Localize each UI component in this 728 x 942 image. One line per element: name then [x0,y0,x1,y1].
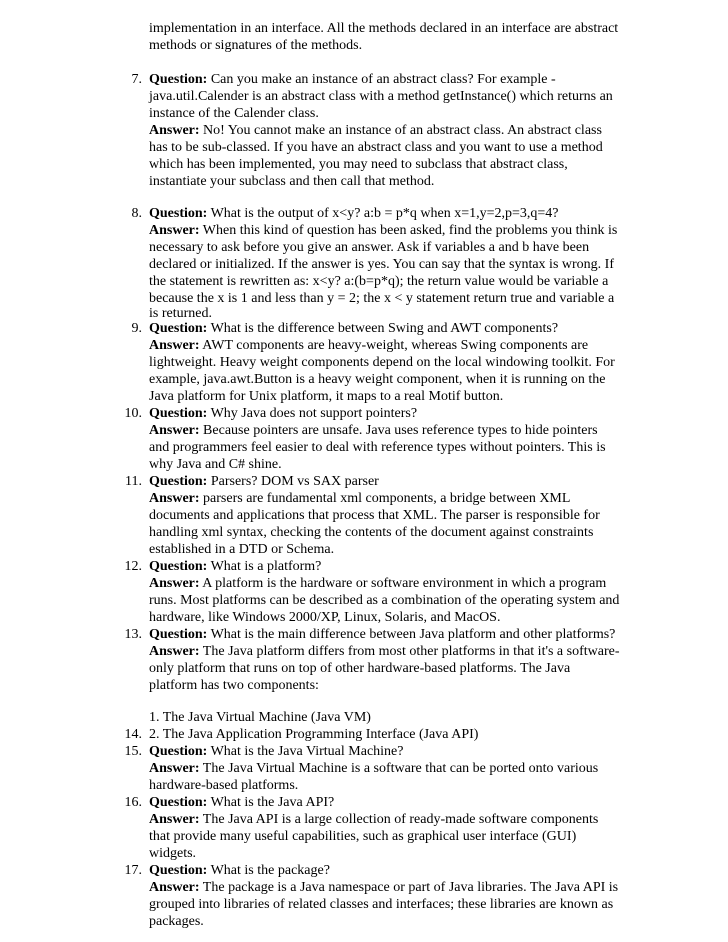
item-number: 12. [124,559,142,574]
answer-line: established in a DTD or Schema. [149,542,335,557]
answer-line [149,422,598,439]
item-number: 8. [131,206,142,221]
question-label: Question: [149,474,208,489]
item-number: 16. [124,795,142,810]
question-line [149,862,330,879]
question-text: Parsers? DOM vs SAX parser [210,474,379,489]
item-number: 9. [131,321,142,336]
answer-line: instantiate your subclass and then call that method. [149,174,435,189]
answer-label: Answer: [149,123,200,138]
answer-line: necessary to ask before you give an answer. Ask if variables a and b have been [149,240,590,255]
question-label: Question: [149,795,208,810]
answer-label: Answer: [149,576,200,591]
question-text: Can you make an instance of an abstract class? For example - [210,72,556,87]
item-number: 14. [124,727,142,742]
question-label: Question: [149,627,208,642]
question-line [149,794,334,811]
question-line [149,473,379,490]
answer-line [149,122,602,139]
question-line: instance of the Calender class. [149,106,319,121]
question-label: Question: [149,72,208,87]
answer-label: Answer: [149,491,200,506]
question-line [149,71,556,88]
question-label: Question: [149,744,208,759]
answer-label: Answer: [149,880,200,895]
answer-text: When this kind of question has been asked, find the problems you think is [202,223,618,238]
answer-text: The Java API is a large collection of ready-made software components [202,812,599,827]
answer-line: runs. Most platforms can be described as a combination of the operating system and [149,593,620,608]
item-number: 7. [131,72,142,87]
answer-line [149,643,620,660]
item-number: 10. [124,406,142,421]
answer-line: which has been implemented, you may need to subclass that abstract class, [149,157,568,172]
question-label: Question: [149,206,208,221]
question-text: What is the difference between Swing and AWT components? [210,321,559,336]
answer-text: The Java Virtual Machine is a software that can be ported onto various [202,761,599,776]
answer-line [149,760,598,777]
question-line [149,405,417,422]
answer-text: A platform is the hardware or software environment in which a program [202,576,607,591]
intro-line: methods or signatures of the methods. [149,38,363,53]
question-line [149,558,321,575]
answer-line: the statement is rewritten as: x<y? a:(b=p*q); the return value would be variable a [149,274,609,289]
question-line [149,626,615,643]
answer-line: hardware, like Windows 2000/XP, Linux, Solaris, and MacOS. [149,610,501,625]
question-text: What is the package? [210,863,330,878]
answer-line: documents and applications that process that XML. The parser is responsible for [149,508,600,523]
intro-line: implementation in an interface. All the methods declared in an interface are abstract [149,21,619,36]
answer-line: widgets. [149,846,197,861]
answer-text: No! You cannot make an instance of an abstract class. An abstract class [203,123,602,138]
question-text: What is the main difference between Java platform and other platforms? [210,627,616,642]
answer-label: Answer: [149,812,200,827]
question-text: What is the Java Virtual Machine? [210,744,404,759]
sublist-item: 1. The Java Virtual Machine (Java VM) [149,710,371,725]
answer-line [149,337,588,354]
answer-line: packages. [149,914,204,929]
answer-line: is returned. [149,306,212,321]
answer-line: and programmers feel easier to deal with reference types without pointers. This is [149,440,606,455]
question-text: What is a platform? [210,559,322,574]
question-line [149,743,403,760]
answer-line: why Java and C# shine. [149,457,282,472]
answer-line: example, java.awt.Button is a heavy weight component, when it is running on the [149,372,606,387]
answer-label: Answer: [149,423,200,438]
answer-label: Answer: [149,338,200,353]
question-label: Question: [149,863,208,878]
question-text: Why Java does not support pointers? [210,406,418,421]
question-label: Question: [149,321,208,336]
answer-line [149,811,598,828]
item-number: 11. [125,474,142,489]
answer-line: Java platform for Unix platform, it maps to a real Motif button. [149,389,504,404]
answer-line: declared or initialized. If the answer is yes. You can say that the syntax is wrong. If [149,257,614,272]
answer-label: Answer: [149,761,200,776]
answer-line [149,575,606,592]
question-label: Question: [149,406,208,421]
sublist-item: 2. The Java Application Programming Interface (Java API) [149,727,479,742]
answer-text: parsers are fundamental xml components, a bridge between XML [203,491,571,506]
answer-line [149,222,617,239]
answer-line: only platform that runs on top of other hardware-based platforms. The Java [149,661,571,676]
answer-text: Because pointers are unsafe. Java uses reference types to hide pointers [203,423,598,438]
answer-line: that provide many useful capabilities, such as graphical user interface (GUI) [149,829,577,844]
item-number: 15. [124,744,142,759]
item-number: 13. [124,627,142,642]
answer-line: hardware-based platforms. [149,778,299,793]
answer-text: The Java platform differs from most other platforms in that it's a software- [202,644,620,659]
question-label: Question: [149,559,208,574]
answer-text: AWT components are heavy-weight, whereas Swing components are [202,338,589,353]
item-number: 17. [124,863,142,878]
answer-label: Answer: [149,644,200,659]
question-text: What is the Java API? [210,795,335,810]
answer-line: has to be sub-classed. If you have an abstract class and you want to use a method [149,140,603,155]
answer-line [149,490,570,507]
question-line [149,205,559,222]
answer-line [149,879,618,896]
answer-line: grouped into libraries of related classes and interfaces; these libraries are known as [149,897,614,912]
answer-label: Answer: [149,223,200,238]
answer-line: platform has two components: [149,678,319,693]
question-line: java.util.Calender is an abstract class with a method getInstance() which returns an [149,89,613,104]
answer-text: The package is a Java namespace or part of Java libraries. The Java API is [202,880,619,895]
question-text: What is the output of x<y? a:b = p*q when x=1,y=2,p=3,q=4? [210,206,559,221]
question-line [149,320,558,337]
answer-line: lightweight. Heavy weight components depend on the local windowing toolkit. For [149,355,615,370]
answer-line: handling xml syntax, checking the contents of the document against constraints [149,525,594,540]
answer-line: because the x is 1 and less than y = 2; the x < y statement return true and variable a [149,291,615,306]
